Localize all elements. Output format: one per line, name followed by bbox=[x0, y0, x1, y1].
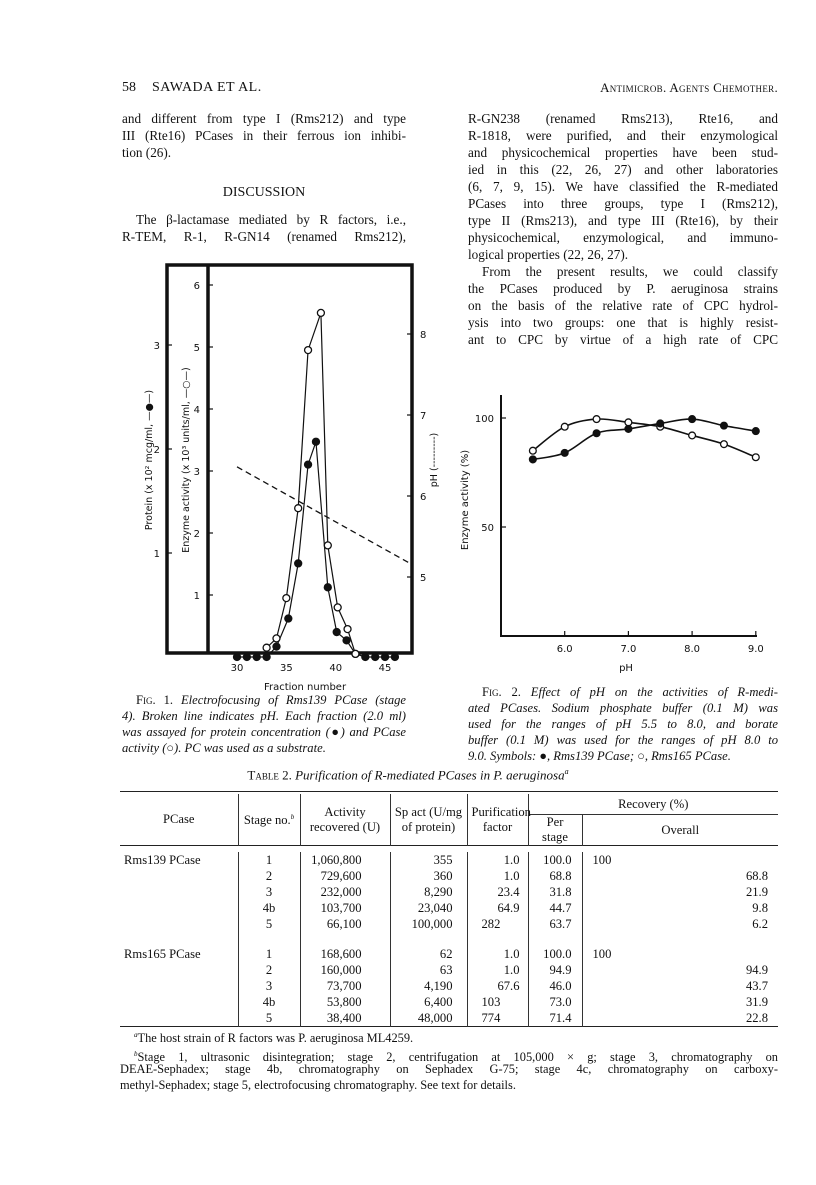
filled-data-point bbox=[343, 637, 350, 644]
cell-value: 168,600 bbox=[320, 947, 362, 961]
protein-line bbox=[237, 442, 395, 657]
footnote-mark: b bbox=[134, 1049, 138, 1058]
table-header-row bbox=[120, 794, 778, 815]
fraction-tick-label: 30 bbox=[230, 663, 244, 674]
column-header-activity bbox=[300, 794, 390, 846]
cell-value: 3 bbox=[265, 979, 273, 993]
table-cell bbox=[238, 994, 300, 1010]
open-data-point bbox=[317, 309, 324, 316]
cell-value: 9.8 bbox=[752, 901, 768, 915]
header-text: Stage no. bbox=[243, 813, 291, 828]
cell-value: 100.0 bbox=[543, 947, 572, 961]
column-header-stage bbox=[238, 794, 300, 846]
table-cell bbox=[390, 978, 467, 994]
table-cell bbox=[467, 852, 528, 868]
text-line: type II (Rms213), and type III (Rte16), by their bbox=[468, 213, 778, 228]
figure-label: Fig. 2. bbox=[482, 685, 521, 699]
open-data-point bbox=[625, 419, 632, 426]
cell-value: 31.8 bbox=[549, 885, 572, 899]
footnote-text: methyl-Sephadex; stage 5, electrofocusing chromatography. See text for details. bbox=[120, 1077, 516, 1092]
table-cell bbox=[238, 884, 300, 900]
table-row bbox=[120, 916, 778, 932]
cell-value: 53,800 bbox=[326, 995, 362, 1009]
table-cell bbox=[300, 884, 390, 900]
table-cell bbox=[467, 946, 528, 962]
text-line: ant to CPC by virtue of a high rate of CPC bbox=[468, 332, 778, 347]
table-cell bbox=[528, 900, 582, 916]
fraction-tick-label: 45 bbox=[378, 663, 392, 674]
cell-value: 6.2 bbox=[752, 917, 768, 931]
x-tick-label: 9.0 bbox=[747, 644, 764, 655]
cell-value: 103 bbox=[481, 995, 501, 1009]
running-authors: SAWADA ET AL. bbox=[152, 80, 262, 95]
header-text: Activity recovered (U) bbox=[309, 804, 381, 834]
table-row bbox=[120, 852, 778, 868]
open-data-point bbox=[752, 454, 759, 461]
pcase-cell bbox=[120, 900, 238, 916]
table-cell bbox=[300, 1010, 390, 1027]
text-line: tion (26). bbox=[122, 145, 172, 160]
pcase-cell bbox=[120, 884, 238, 900]
open-data-point bbox=[344, 626, 351, 633]
table-cell bbox=[390, 852, 467, 868]
pcase-cell bbox=[120, 868, 238, 884]
filled-data-point bbox=[752, 428, 759, 435]
cell-value: 355 bbox=[433, 853, 453, 867]
text-line: PCases into three groups, type I (Rms212), bbox=[468, 196, 778, 211]
enzyme-tick-label: 4 bbox=[193, 405, 200, 416]
cell-value: 1.0 bbox=[503, 869, 520, 883]
cell-value: 729,600 bbox=[320, 869, 362, 883]
column-header-pcase bbox=[120, 794, 238, 846]
cell-value: 100 bbox=[592, 853, 612, 867]
ph-axis-label: pH (---------) bbox=[429, 432, 440, 488]
column-header-purif bbox=[467, 794, 531, 846]
text-line: R-GN238 (renamed Rms213), Rte16, and bbox=[468, 111, 778, 126]
table-row bbox=[120, 962, 778, 978]
table-cell bbox=[238, 962, 300, 978]
cell-value: 3 bbox=[265, 885, 273, 899]
table-row bbox=[120, 978, 778, 994]
pcase-name: Rms165 PCase bbox=[124, 946, 201, 961]
table-cell bbox=[582, 962, 778, 978]
cell-value: 232,000 bbox=[320, 885, 362, 899]
caption-line bbox=[468, 700, 778, 716]
table-cell bbox=[582, 884, 778, 900]
table-cell bbox=[238, 868, 300, 884]
text-line: (6, 7, 9, 15). We have classified the R-mediated bbox=[468, 179, 778, 194]
table-cell bbox=[300, 962, 390, 978]
open-data-point bbox=[561, 423, 568, 430]
pcase-cell bbox=[120, 852, 238, 868]
table-cell bbox=[528, 916, 582, 932]
filled-data-point bbox=[382, 654, 389, 661]
caption-line bbox=[122, 692, 406, 708]
filled-data-point bbox=[625, 426, 632, 433]
cell-value: 44.7 bbox=[549, 901, 572, 915]
enzyme-tick-label: 3 bbox=[193, 467, 200, 478]
ph-tick-label: 8 bbox=[420, 330, 427, 341]
fraction-tick-label: 35 bbox=[279, 663, 293, 674]
open-data-point bbox=[324, 542, 331, 549]
ph-tick-label: 6 bbox=[420, 492, 427, 503]
column-header-overall bbox=[582, 815, 778, 846]
caption-line bbox=[122, 740, 406, 756]
header-text: Per stage bbox=[542, 815, 568, 844]
footnote-mark: a bbox=[134, 1031, 138, 1039]
cell-value: 23.4 bbox=[497, 885, 520, 899]
cell-value: 6,400 bbox=[424, 995, 453, 1009]
caption-text: was assayed for protein concentration (●) and PCase bbox=[122, 725, 406, 739]
table-cell bbox=[238, 978, 300, 994]
table-cell bbox=[390, 916, 467, 932]
pcase-cell bbox=[120, 946, 238, 962]
filled-data-point bbox=[362, 654, 369, 661]
cell-value: 63.7 bbox=[549, 917, 572, 931]
open-data-point bbox=[305, 347, 312, 354]
column-header-per_stage bbox=[528, 815, 582, 846]
table-cell bbox=[390, 946, 467, 962]
text-line: physicochemical, enzymological, and immuno- bbox=[468, 230, 778, 245]
cell-value: 68.8 bbox=[745, 869, 768, 883]
table-cell bbox=[300, 868, 390, 884]
table-row bbox=[120, 946, 778, 962]
open-data-point bbox=[263, 644, 270, 651]
x-tick-label: 7.0 bbox=[620, 644, 637, 655]
header-text: Recovery (%) bbox=[618, 796, 689, 811]
table-cell bbox=[390, 900, 467, 916]
table-cell bbox=[238, 916, 300, 932]
text-line: ysis into two groups: one that is highly resist- bbox=[468, 315, 778, 330]
table-cell bbox=[300, 916, 390, 932]
protein-tick-label: 3 bbox=[153, 341, 160, 352]
cell-value: 1.0 bbox=[503, 947, 520, 961]
footnote-mark: a bbox=[564, 767, 569, 776]
section-heading: DISCUSSION bbox=[222, 185, 306, 200]
filled-data-point bbox=[312, 438, 319, 445]
table-top-rule bbox=[120, 791, 778, 792]
protein-tick-label: 2 bbox=[153, 445, 160, 456]
cell-value: 4b bbox=[262, 901, 276, 915]
table-cell bbox=[467, 916, 528, 932]
cell-value: 100.0 bbox=[543, 853, 572, 867]
text-line: and physicochemical properties have been stud- bbox=[468, 145, 778, 160]
filled-data-point bbox=[324, 584, 331, 591]
caption-text: Electrofocusing of Rms139 PCase (stage bbox=[180, 693, 406, 707]
caption-text: ated PCases. Sodium phosphate buffer (0.1 M) was bbox=[468, 701, 778, 715]
header-text: Sp act (U/mg of protein) bbox=[394, 804, 463, 834]
open-data-point bbox=[273, 635, 280, 642]
cell-value: 103,700 bbox=[320, 901, 362, 915]
cell-value: 43.7 bbox=[745, 979, 768, 993]
purification-table bbox=[120, 794, 778, 1029]
cell-value: 67.6 bbox=[497, 979, 520, 993]
table-cell bbox=[390, 884, 467, 900]
enzyme-tick-label: 5 bbox=[193, 343, 200, 354]
cell-value: 5 bbox=[265, 1011, 273, 1025]
column-header-spact bbox=[390, 794, 467, 846]
table-cell bbox=[582, 900, 778, 916]
filled-data-point bbox=[529, 456, 536, 463]
journal-name: Antimicrob. Agents Chemother. bbox=[600, 80, 778, 95]
x-tick-label: 8.0 bbox=[684, 644, 701, 655]
ph-line bbox=[237, 467, 410, 563]
cell-value: 1 bbox=[265, 853, 273, 867]
cell-value: 282 bbox=[481, 917, 501, 931]
x-axis-label: Fraction number bbox=[263, 682, 347, 693]
fig2-caption bbox=[468, 684, 778, 764]
enzyme-tick-label: 1 bbox=[193, 591, 200, 602]
header-text: PCase bbox=[163, 812, 195, 826]
text-line: logical properties (22, 26, 27). bbox=[468, 247, 629, 262]
x-axis-label: pH bbox=[619, 663, 633, 674]
table-cell bbox=[582, 852, 778, 868]
open-data-point bbox=[721, 441, 728, 448]
filled-data-point bbox=[721, 422, 728, 429]
x-tick-label: 6.0 bbox=[556, 644, 573, 655]
protein-tick-label: 1 bbox=[153, 549, 160, 560]
cell-value: 22.8 bbox=[745, 1011, 768, 1025]
table-cell bbox=[467, 900, 528, 916]
table-cell bbox=[582, 1010, 778, 1027]
open-data-point bbox=[593, 416, 600, 423]
table-cell bbox=[528, 994, 582, 1010]
table-row bbox=[120, 1010, 778, 1027]
footnote-line bbox=[120, 1078, 778, 1094]
pcase-cell bbox=[120, 978, 238, 994]
table-cell bbox=[467, 1010, 528, 1027]
cell-value: 71.4 bbox=[549, 1011, 572, 1025]
fig1-caption bbox=[122, 692, 406, 756]
cell-value: 38,400 bbox=[326, 1011, 362, 1025]
table-cell bbox=[528, 978, 582, 994]
enzyme-tick-label: 6 bbox=[193, 281, 200, 292]
caption-text: activity (○). PC was used as a substrate. bbox=[122, 741, 326, 755]
cell-value: 73,700 bbox=[326, 979, 362, 993]
table-title-text: Purification of R-mediated PCases in P. aeruginosa bbox=[295, 767, 565, 783]
cell-value: 73.0 bbox=[549, 995, 572, 1009]
footnote-text: DEAE-Sephadex; stage 4b, chromatography on Sephadex G-75; stage 4c, chromatography on carboxy- bbox=[120, 1062, 778, 1077]
footnote-b bbox=[120, 1047, 778, 1094]
filled-data-point bbox=[234, 654, 241, 661]
cell-value: 66,100 bbox=[326, 917, 362, 931]
footnote-line bbox=[120, 1062, 778, 1078]
table-cell bbox=[582, 994, 778, 1010]
filled-data-point bbox=[657, 420, 664, 427]
filled-data-point bbox=[305, 461, 312, 468]
table-cell bbox=[528, 962, 582, 978]
filled-data-point bbox=[243, 654, 250, 661]
cell-value: 1.0 bbox=[503, 963, 520, 977]
table-cell bbox=[238, 1010, 300, 1027]
filled-data-point bbox=[273, 643, 280, 650]
footnote-line bbox=[120, 1047, 778, 1063]
filled-data-point bbox=[263, 654, 270, 661]
table-cell bbox=[467, 868, 528, 884]
table-cell bbox=[528, 868, 582, 884]
ph-tick-label: 5 bbox=[420, 573, 427, 584]
table-cell bbox=[300, 900, 390, 916]
enzyme-axis-label: Enzyme activity (x 10³ units/ml, —○—) bbox=[181, 367, 192, 553]
text-line: on the basis of the relative rate of CPC hydrol- bbox=[468, 298, 778, 313]
text-line: and different from type I (Rms212) and type bbox=[122, 111, 406, 126]
figure-label: Fig. 1. bbox=[136, 693, 174, 707]
table-cell bbox=[390, 1010, 467, 1027]
filled-data-point bbox=[391, 654, 398, 661]
cell-value: 2 bbox=[265, 869, 273, 883]
protein-axis-label: Protein (x 10² mcg/ml, —●—) bbox=[144, 389, 155, 531]
cell-value: 94.9 bbox=[745, 963, 768, 977]
footnote-text: Stage 1, ultrasonic disintegration; stage 2, centrifugation at 105,000 × g; stage 3, chromatography on bbox=[137, 1049, 778, 1064]
filled-data-point bbox=[333, 629, 340, 636]
pcase-cell bbox=[120, 962, 238, 978]
table-cell bbox=[238, 852, 300, 868]
cell-value: 63 bbox=[439, 963, 453, 977]
table-cell bbox=[467, 962, 528, 978]
fraction-tick-label: 40 bbox=[329, 663, 343, 674]
cell-value: 64.9 bbox=[497, 901, 520, 915]
fig1-frame bbox=[167, 265, 412, 653]
cell-value: 1,060,800 bbox=[311, 853, 362, 867]
caption-line bbox=[122, 724, 406, 740]
pcase-cell bbox=[120, 916, 238, 932]
header-text: Purification factor bbox=[471, 804, 531, 834]
pcase-cell bbox=[120, 994, 238, 1010]
text-line: R-TEM, R-1, R-GN14 (renamed Rms212), bbox=[122, 229, 406, 244]
table-cell bbox=[582, 916, 778, 932]
enzyme-tick-label: 2 bbox=[193, 529, 200, 540]
cell-value: 2 bbox=[265, 963, 273, 977]
table-row bbox=[120, 868, 778, 884]
table-title bbox=[0, 767, 816, 783]
text-line: III (Rte16) PCases in their ferrous ion inhibi- bbox=[122, 128, 406, 143]
table-cell bbox=[528, 1010, 582, 1027]
filled-data-point bbox=[593, 430, 600, 437]
cell-value: 8,290 bbox=[424, 885, 453, 899]
table-cell bbox=[528, 884, 582, 900]
text-line: R-1818, were purified, and their enzymological bbox=[468, 128, 778, 143]
y-tick-label: 50 bbox=[481, 523, 494, 534]
table-cell bbox=[300, 852, 390, 868]
cell-value: 160,000 bbox=[320, 963, 362, 977]
caption-text: 4). Broken line indicates pH. Each fraction (2.0 ml) bbox=[122, 709, 406, 723]
text-line: the PCases produced by P. aeruginosa strains bbox=[468, 281, 778, 296]
y-axis-label: Enzyme activity (%) bbox=[460, 449, 471, 551]
table-cell bbox=[528, 946, 582, 962]
cell-value: 62 bbox=[439, 947, 453, 961]
table-label: Table 2. bbox=[247, 767, 292, 783]
table-cell bbox=[238, 946, 300, 962]
table-row bbox=[120, 900, 778, 916]
caption-line bbox=[468, 732, 778, 748]
cell-value: 1.0 bbox=[503, 853, 520, 867]
header-text: Overall bbox=[661, 822, 700, 837]
table-cell bbox=[238, 900, 300, 916]
table-cell bbox=[582, 946, 778, 962]
table-cell bbox=[300, 994, 390, 1010]
table-cell bbox=[467, 994, 528, 1010]
footnote-mark: b bbox=[290, 813, 295, 822]
cell-value: 68.8 bbox=[549, 869, 572, 883]
open-data-point bbox=[334, 604, 341, 611]
table-cell bbox=[390, 994, 467, 1010]
filled-data-point bbox=[561, 449, 568, 456]
table-footnotes bbox=[120, 1028, 778, 1093]
text-line: From the present results, we could classify bbox=[482, 264, 778, 279]
pcase-name: Rms139 PCase bbox=[124, 852, 201, 867]
page-number: 58 bbox=[122, 80, 136, 95]
table-cell bbox=[467, 978, 528, 994]
open-data-point bbox=[689, 432, 696, 439]
caption-line bbox=[468, 716, 778, 732]
filled-data-point bbox=[253, 654, 260, 661]
text-line: ied in this (22, 26, 27) and other laboratories bbox=[468, 162, 778, 177]
cell-value: 46.0 bbox=[549, 979, 572, 993]
open-data-point bbox=[295, 505, 302, 512]
table-cell bbox=[582, 868, 778, 884]
cell-value: 100,000 bbox=[411, 917, 453, 931]
caption-text: used for the ranges of pH 5.5 to 8.0, and borate bbox=[468, 717, 778, 731]
cell-value: 774 bbox=[481, 1011, 501, 1025]
cell-value: 21.9 bbox=[745, 885, 768, 899]
footnote-text: The host strain of R factors was P. aeruginosa ML4259. bbox=[137, 1031, 414, 1046]
table-cell bbox=[300, 978, 390, 994]
table-cell bbox=[390, 962, 467, 978]
table-cell bbox=[390, 868, 467, 884]
cell-value: 48,000 bbox=[417, 1011, 453, 1025]
cell-value: 94.9 bbox=[549, 963, 572, 977]
cell-value: 4b bbox=[262, 995, 276, 1009]
open-data-point bbox=[352, 650, 359, 657]
caption-text: Effect of pH on the activities of R-medi- bbox=[530, 685, 778, 699]
table-cell bbox=[300, 946, 390, 962]
cell-value: 100 bbox=[592, 947, 612, 961]
ph-tick-label: 7 bbox=[420, 411, 427, 422]
footnote-a bbox=[120, 1028, 778, 1047]
open-data-point bbox=[529, 447, 536, 454]
caption-text: 9.0. Symbols: ●, Rms139 PCase; ○, Rms165 PCase. bbox=[468, 749, 731, 763]
caption-line bbox=[468, 748, 778, 764]
table-row bbox=[120, 994, 778, 1010]
filled-data-point bbox=[295, 560, 302, 567]
cell-value: 31.9 bbox=[745, 995, 768, 1009]
cell-value: 23,040 bbox=[417, 901, 453, 915]
table bbox=[120, 794, 778, 1029]
table-cell bbox=[467, 884, 528, 900]
caption-line bbox=[122, 708, 406, 724]
cell-value: 1 bbox=[265, 947, 273, 961]
cell-value: 360 bbox=[433, 869, 453, 883]
filled-data-point bbox=[285, 615, 292, 622]
cell-value: 5 bbox=[265, 917, 273, 931]
column-header-recovery bbox=[528, 794, 778, 815]
caption-line bbox=[468, 684, 778, 700]
cell-value: 4,190 bbox=[424, 979, 453, 993]
open-data-point bbox=[283, 595, 290, 602]
y-tick-label: 100 bbox=[474, 414, 494, 425]
filled-data-point bbox=[689, 416, 696, 423]
table-cell bbox=[528, 852, 582, 868]
enzyme-line bbox=[267, 313, 356, 654]
table-row bbox=[120, 884, 778, 900]
filled-data-point bbox=[372, 654, 379, 661]
caption-text: buffer (0.1 M) was used for the ranges of pH 8.0 to bbox=[468, 733, 778, 747]
table-cell bbox=[582, 978, 778, 994]
pcase-cell bbox=[120, 1010, 238, 1027]
text-line: The β-lactamase mediated by R factors, i.e., bbox=[136, 212, 406, 227]
